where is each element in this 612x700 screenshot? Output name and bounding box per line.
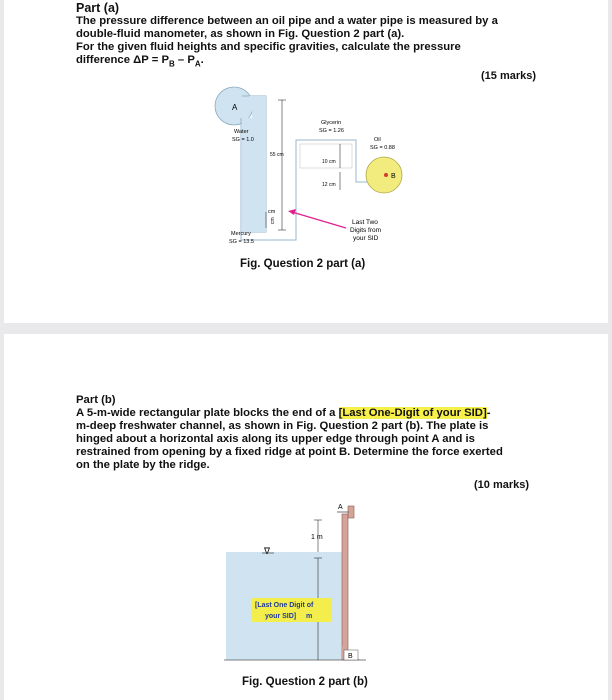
sid-depth-unit: m bbox=[306, 613, 313, 620]
dim-10cm: 10 cm bbox=[322, 159, 336, 165]
water-label: Water bbox=[234, 129, 249, 135]
mercury-label: Mercury bbox=[231, 231, 251, 237]
part-a-card bbox=[4, 0, 608, 323]
part-a-question-line-3: For the given fluid heights and specific gravities, calculate the pressure bbox=[76, 41, 461, 53]
part-b-card bbox=[4, 334, 608, 700]
part-a-figure-caption: Fig. Question 2 part (a) bbox=[240, 258, 366, 270]
point-a-label: A bbox=[338, 504, 343, 511]
mercury-sg-label: SG = 13.5 bbox=[229, 239, 254, 245]
part-b-figure-caption: Fig. Question 2 part (b) bbox=[242, 676, 368, 688]
glycerin-sg-label: SG = 1.26 bbox=[319, 128, 344, 134]
sid-depth-line-1: [Last One Digit of bbox=[255, 602, 314, 609]
part-a-question-line-1: The pressure difference between an oil pipe and a water pipe is measured by a bbox=[76, 15, 498, 27]
part-a-question-line-2: double-fluid manometer, as shown in Fig. Question 2 part (a). bbox=[76, 28, 405, 40]
dim-55cm: 55 cm bbox=[270, 152, 284, 158]
part-b-question-line-1: A 5-m-wide rectangular plate blocks the end of a [Last One-Digit of your SID]- bbox=[76, 407, 491, 419]
sid-highlight: [Last One-Digit of your SID] bbox=[338, 407, 487, 419]
manometer-figure bbox=[4, 0, 608, 323]
dim-1m: 1 m bbox=[311, 534, 323, 541]
dim-cm-label: cm bbox=[268, 209, 276, 215]
glycerin-label: Glycerin bbox=[321, 120, 342, 126]
oil-tube bbox=[356, 178, 367, 182]
oil-sg-label: SG = 0.88 bbox=[370, 145, 395, 151]
sid-note-line-2: Digits from bbox=[350, 227, 382, 234]
dim-12cm: 12 cm bbox=[322, 182, 336, 188]
part-b-marks: (10 marks) bbox=[474, 479, 530, 491]
sid-note-line-3: your SID bbox=[353, 235, 379, 242]
water-sg-label: SG = 1.0 bbox=[232, 137, 254, 143]
sid-note-line-1: Last Two bbox=[352, 219, 378, 226]
part-a-marks: (15 marks) bbox=[481, 70, 537, 82]
part-b-question-line-5: on the plate by the ridge. bbox=[76, 459, 210, 471]
part-b-question-line-4: restrained from opening by a fixed ridge at point B. Determine the force exerted bbox=[76, 446, 503, 458]
dim-cm-vertical: cm bbox=[270, 217, 276, 224]
point-b-label: B bbox=[348, 653, 353, 660]
pipe-b-label: B bbox=[391, 173, 396, 180]
oil-label: Oil bbox=[374, 137, 381, 143]
sid-depth-line-2: your SID] bbox=[265, 613, 297, 620]
hinged-plate bbox=[342, 514, 348, 660]
part-b-question-line-3: hinged about a horizontal axis along its upper edge through point A and is bbox=[76, 433, 475, 445]
pipe-a-label: A bbox=[232, 103, 238, 112]
part-b-question-line-2: m-deep freshwater channel, as shown in Fig. Question 2 part (b). The plate is bbox=[76, 420, 489, 432]
part-a-question-line-4: difference $\Delta P = P_B - P_A$. bbox=[76, 54, 204, 69]
sid-pointer-line bbox=[292, 212, 346, 228]
plate-figure bbox=[4, 334, 608, 700]
part-a-heading: Part (a) bbox=[76, 1, 120, 15]
part-b-heading: Part (b) bbox=[76, 394, 116, 406]
water-surface-icon: ∇ bbox=[264, 546, 271, 556]
